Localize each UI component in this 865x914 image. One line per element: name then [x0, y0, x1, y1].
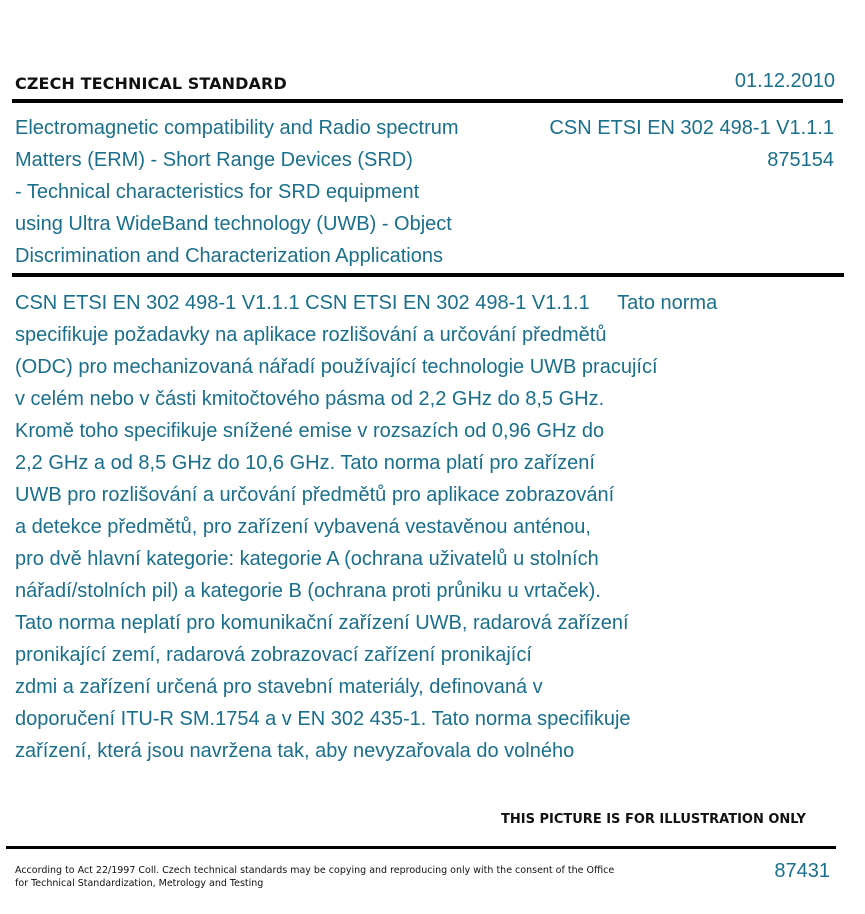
abstract-line: CSN ETSI EN 302 498-1 V1.1.1 CSN ETSI EN 302 498-1 V1.1.1 Tato norma — [15, 292, 718, 314]
abstract-line: v celém nebo v části kmitočtového pásma od 2,2 GHz do 8,5 GHz. — [15, 388, 605, 410]
issue-date: 01.12.2010 — [734, 70, 835, 92]
copyright-note — [15, 864, 615, 890]
standard-title-line: Electromagnetic compatibility and Radio spectrum — [15, 117, 459, 139]
standard-code: CSN ETSI EN 302 498-1 V1.1.1 — [549, 117, 834, 139]
standard-title-line: - Technical characteristics for SRD equipment — [15, 181, 420, 203]
abstract-line: pronikající zemí, radarová zobrazovací zařízení pronikající — [15, 644, 532, 666]
abstract-line: Tato norma neplatí pro komunikační zařízení UWB, radarová zařízení — [15, 612, 629, 634]
abstract-line: a detekce předmětů, pro zařízení vybavená vestavěnou anténou, — [15, 516, 591, 538]
catalog-number: 875154 — [767, 149, 834, 171]
abstract-line: pro dvě hlavní kategorie: kategorie A (ochrana uživatelů u stolních — [15, 548, 599, 570]
copyright-note-line: According to Act 22/1997 Coll. Czech technical standards may be copying and reproducing only with the consent of the Office — [15, 865, 615, 876]
abstract-line: specifikuje požadavky na aplikace rozlišování a určování předmětů — [15, 324, 607, 346]
abstract-text — [15, 287, 815, 767]
copyright-note-line: for Technical Standardization, Metrology and Testing — [15, 878, 264, 889]
footer-rule — [6, 846, 836, 849]
abstract-line: doporučení ITU-R SM.1754 a v EN 302 435-1. Tato norma specifikuje — [15, 708, 631, 730]
abstract-line: zdmi a zařízení určená pro stavební materiály, definovaná v — [15, 676, 543, 698]
standard-identifiers — [549, 112, 834, 176]
abstract-line: UWB pro rozlišování a určování předmětů pro aplikace zobrazování — [15, 484, 615, 506]
standard-title-line: using Ultra WideBand technology (UWB) - Object — [15, 213, 452, 235]
abstract-line: 2,2 GHz a od 8,5 GHz do 10,6 GHz. Tato norma platí pro zařízení — [15, 452, 595, 474]
standard-title-line: Matters (ERM) - Short Range Devices (SRD) — [15, 149, 413, 171]
abstract-line: nářadí/stolních pil) a kategorie B (ochrana proti průniku u vrtaček). — [15, 580, 601, 602]
title-rule — [12, 273, 844, 277]
header-rule — [12, 99, 843, 103]
abstract-line: zařízení, která jsou navržena tak, aby nevyzařovala do volného — [15, 740, 575, 762]
header-title: CZECH TECHNICAL STANDARD — [15, 74, 287, 93]
standard-title — [15, 112, 515, 272]
abstract-line: (ODC) pro mechanizovaná nářadí používající technologie UWB pracující — [15, 356, 658, 378]
standard-title-line: Discrimination and Characterization Applications — [15, 245, 443, 267]
illustration-notice: THIS PICTURE IS FOR ILLUSTRATION ONLY — [501, 812, 806, 827]
document-number: 87431 — [774, 860, 830, 882]
abstract-line: Kromě toho specifikuje snížené emise v rozsazích od 0,96 GHz do — [15, 420, 605, 442]
